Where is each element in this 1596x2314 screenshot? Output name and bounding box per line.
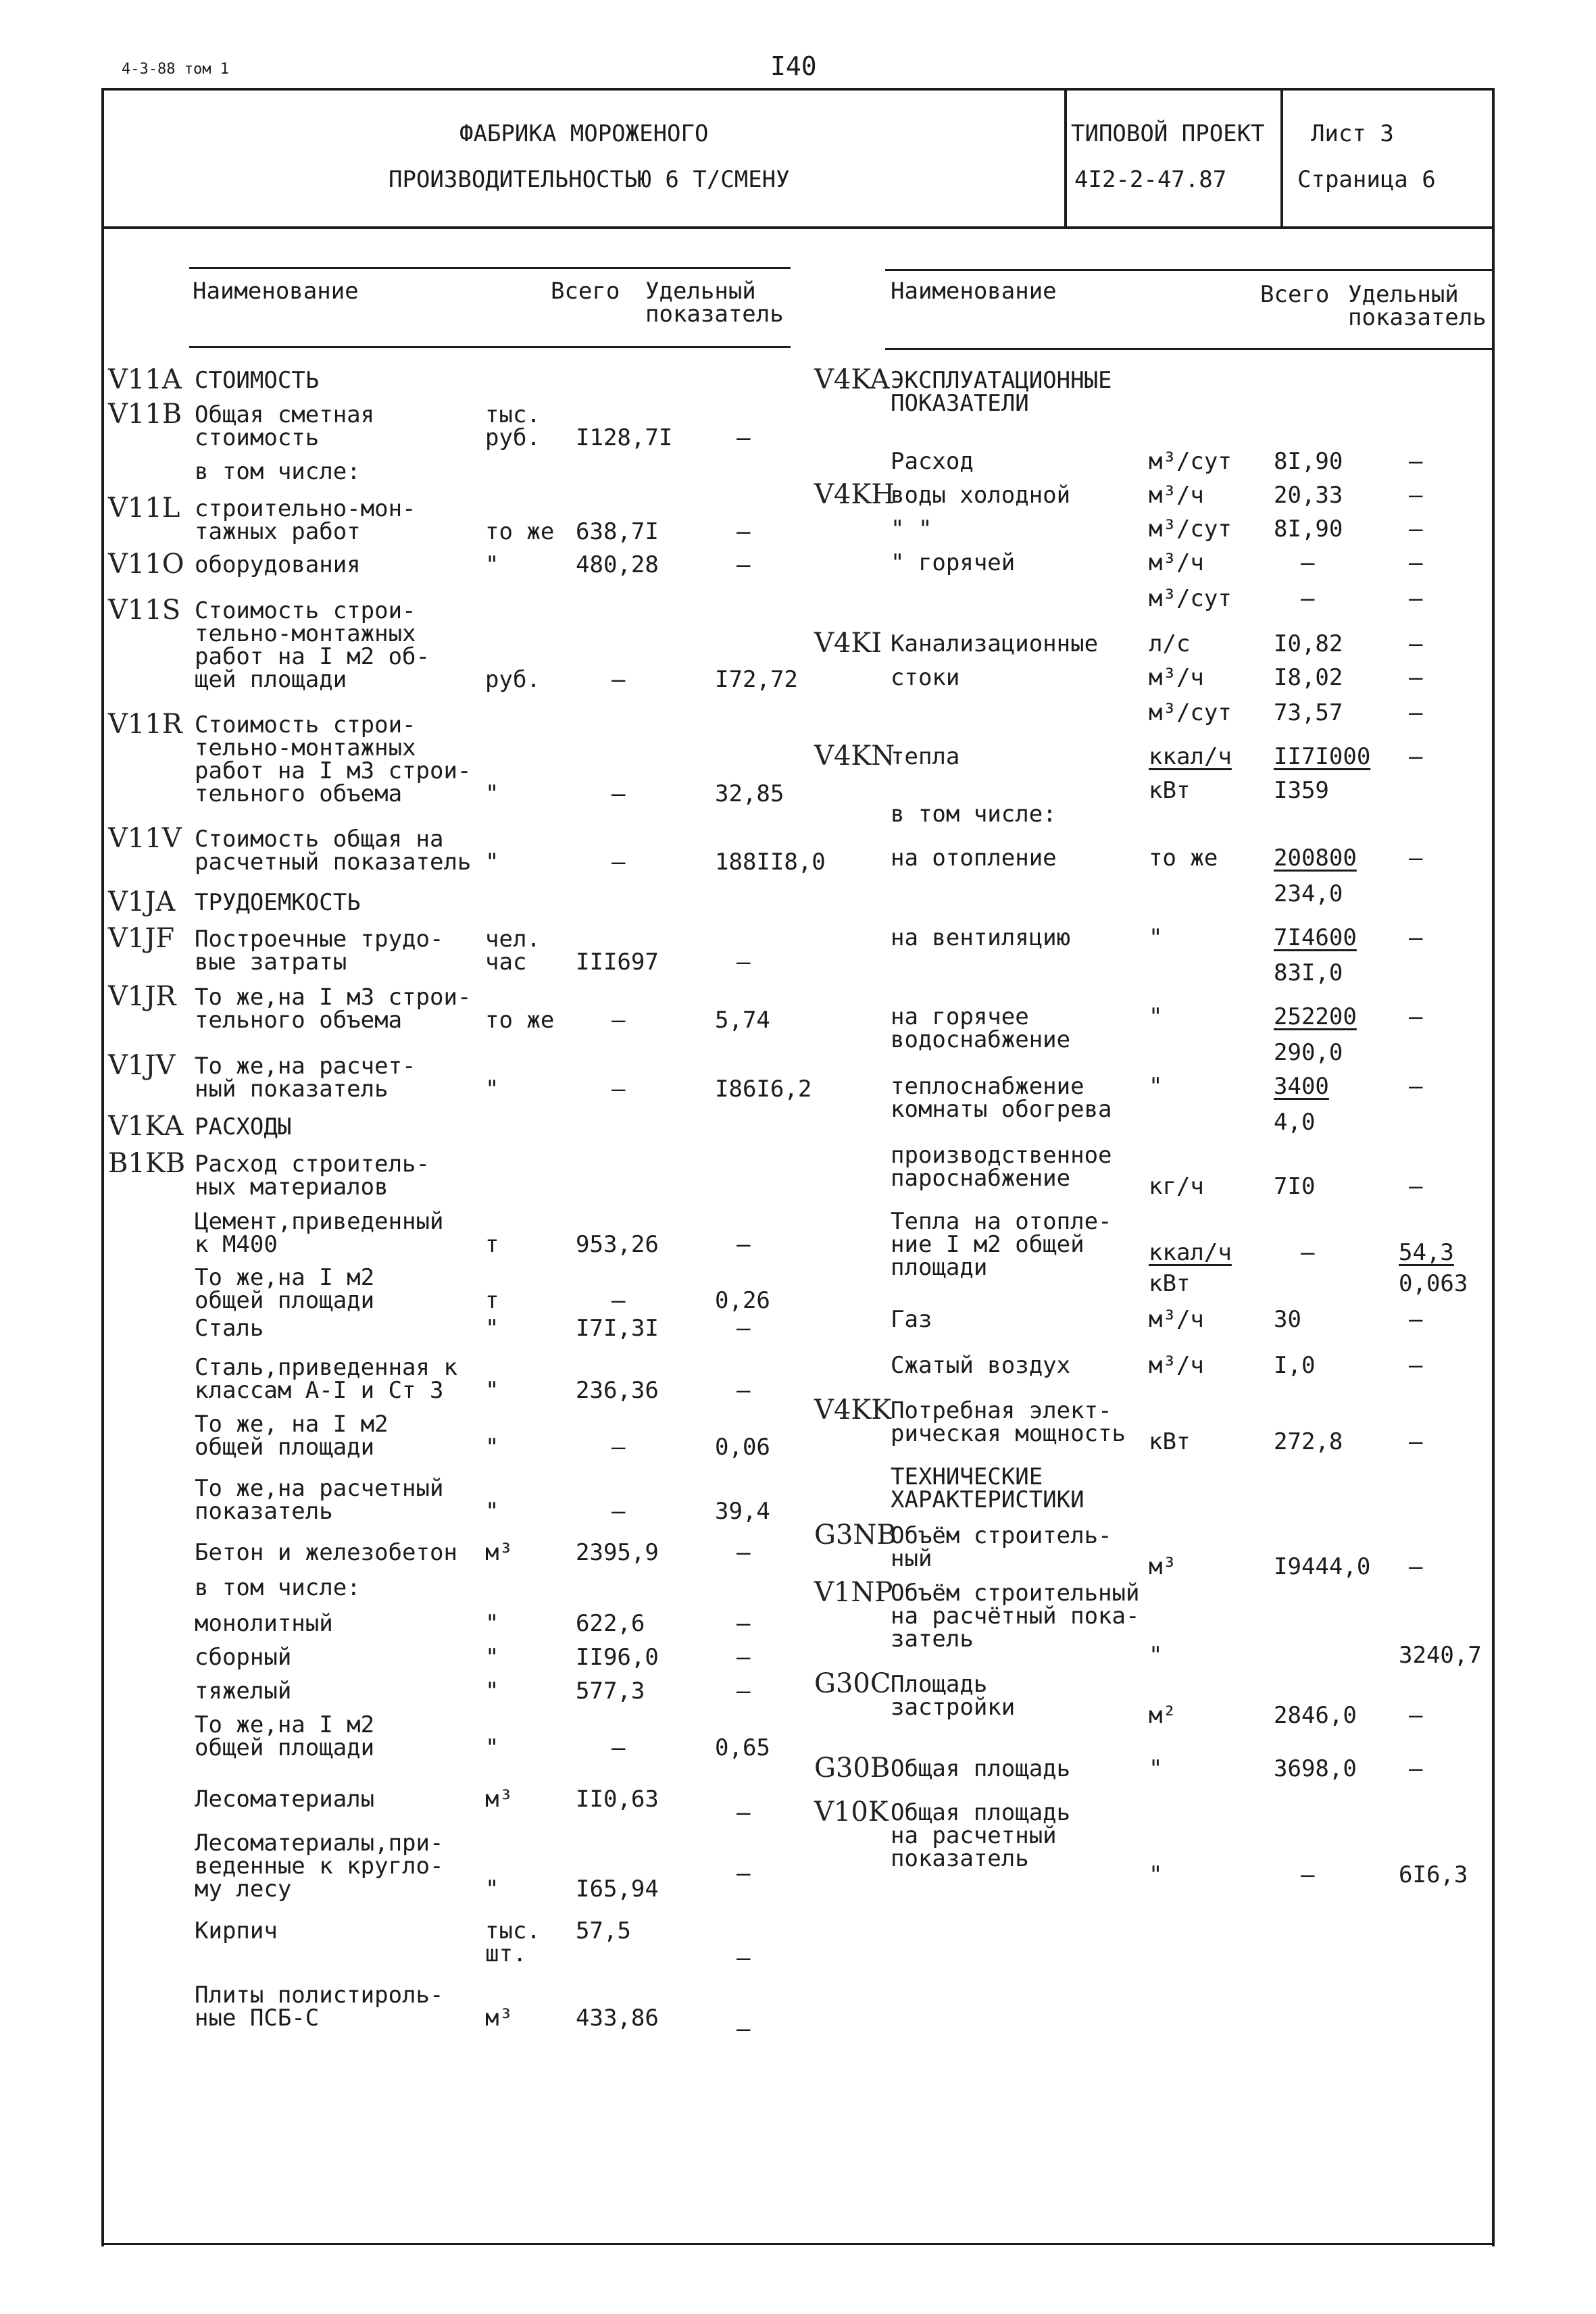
row-unit: кВт — [1149, 1269, 1191, 1297]
row-unit: м³/ч — [1149, 1306, 1204, 1333]
left-header-rule-top — [189, 267, 791, 269]
row-unit: т — [485, 1287, 499, 1314]
row-label: тепла — [891, 743, 960, 770]
row-label: на расчетный — [891, 1822, 1057, 1849]
row-unit: м³/сут — [1149, 515, 1232, 543]
row-specific: – — [737, 1377, 751, 1404]
right-header-specific-1: Удельный — [1348, 281, 1459, 308]
row-total: 252200 — [1274, 1003, 1357, 1030]
row-specific: – — [1409, 1428, 1423, 1455]
row-label: щей площади — [195, 666, 347, 693]
row-total: I9444,0 — [1274, 1553, 1371, 1580]
row-label: СТОИМОСТЬ — [195, 367, 320, 394]
row-label: Лесоматериалы — [195, 1786, 375, 1813]
row-dash: – — [737, 1799, 751, 1826]
row-total: 433,86 — [576, 2005, 659, 2032]
row-total: – — [612, 1076, 626, 1103]
row-total: II96,0 — [576, 1644, 659, 1671]
row-total: – — [612, 1498, 626, 1525]
row-unit: " — [485, 1610, 499, 1637]
row-unit: кВт — [1149, 777, 1191, 804]
row-total: 290,0 — [1274, 1039, 1343, 1066]
row-label: веденные к кругло- — [195, 1853, 444, 1880]
row-label: строительно-мон- — [195, 495, 416, 522]
row-total: 8I,90 — [1274, 448, 1343, 475]
row-total: 953,26 — [576, 1231, 659, 1258]
row-unit: т — [485, 1231, 499, 1258]
row-total: 622,6 — [576, 1610, 645, 1637]
row-specific: 32,85 — [715, 780, 784, 807]
row-label: ных материалов — [195, 1174, 389, 1201]
row-specific: – — [1409, 1352, 1423, 1379]
row-label: воды холодной — [891, 482, 1071, 509]
row-total: 638,7I — [576, 518, 659, 545]
row-label: То же,на I м3 строи- — [195, 984, 472, 1011]
row-specific: 5,74 — [715, 1007, 770, 1034]
titleblock-divider-1 — [1064, 88, 1067, 228]
row-label: сборный — [195, 1644, 292, 1671]
row-specific: – — [1409, 482, 1423, 509]
row-label: ный показатель — [195, 1076, 389, 1103]
row-total: 7I4600 — [1274, 924, 1357, 951]
row-label: Площадь — [891, 1671, 988, 1698]
row-unit: " — [485, 1434, 499, 1461]
row-code: V1JV — [108, 1050, 176, 1081]
row-label: Стоимость общая на — [195, 826, 444, 853]
row-total: – — [1301, 585, 1315, 612]
row-unit: " — [485, 551, 499, 578]
row-unit: кВт — [1149, 1428, 1191, 1455]
row-total: 2846,0 — [1274, 1701, 1357, 1729]
row-unit: шт. — [485, 1940, 527, 1967]
row-code: V10K — [814, 1796, 889, 1828]
row-unit: " — [485, 1377, 499, 1404]
row-label: застройки — [891, 1694, 1016, 1721]
row-label: на горячее — [891, 1003, 1029, 1030]
row-label: затель — [891, 1626, 974, 1653]
row-label: То же,на расчетный — [195, 1475, 444, 1502]
row-specific: 0,06 — [715, 1434, 770, 1461]
row-label: РАСХОДЫ — [195, 1113, 292, 1140]
project-label: ТИПОВОЙ ПРОЕКТ — [1071, 120, 1265, 147]
row-label: Лесоматериалы,при- — [195, 1830, 444, 1857]
row-total: 83I,0 — [1274, 959, 1343, 986]
row-unit: то же — [485, 1007, 555, 1034]
row-unit: " — [485, 1315, 499, 1342]
row-label: тельного объема — [195, 1007, 403, 1034]
row-total: I65,94 — [576, 1876, 659, 1903]
row-code: G3NB — [814, 1519, 897, 1551]
row-total: 234,0 — [1274, 880, 1343, 907]
row-total: – — [1301, 1861, 1315, 1888]
row-total: I359 — [1274, 777, 1329, 804]
frame-right — [1492, 88, 1495, 2246]
sheet-label: Лист 3 — [1311, 120, 1394, 147]
left-header-specific-2: показатель — [645, 301, 784, 328]
row-code: G30B — [814, 1753, 891, 1784]
row-unit: " — [485, 1498, 499, 1525]
row-label: Объём строитель- — [891, 1522, 1112, 1549]
row-label: Сжатый воздух — [891, 1352, 1071, 1379]
row-label: ХАРАКТЕРИСТИКИ — [891, 1486, 1084, 1513]
row-label: ЭКСПЛУАТАЦИОННЫЕ — [891, 367, 1112, 394]
row-label: Расход строитель- — [195, 1151, 430, 1178]
row-code: V11R — [108, 709, 182, 740]
row-label: в том числе: — [195, 458, 361, 485]
row-code: V11S — [108, 595, 181, 626]
row-label: рическая мощность — [891, 1420, 1126, 1447]
row-code: V1KA — [108, 1111, 184, 1142]
left-header-specific-1: Удельный — [645, 278, 756, 305]
row-label: производственное — [891, 1142, 1112, 1169]
right-header-name: Наименование — [891, 278, 1057, 305]
series-label: 4-3-88 том 1 — [122, 61, 229, 78]
frame-bottom — [101, 2243, 1495, 2245]
row-label: общей площади — [195, 1734, 375, 1761]
row-unit: кг/ч — [1149, 1172, 1204, 1200]
row-label: работ на I м3 строи- — [195, 757, 472, 784]
row-label: площади — [891, 1254, 988, 1281]
row-specific: 0,063 — [1399, 1269, 1468, 1297]
row-label: Сталь — [195, 1315, 264, 1342]
row-unit: руб. — [485, 666, 541, 693]
row-label: в том числе: — [891, 801, 1057, 828]
row-label: Расход — [891, 448, 974, 475]
page-number: I40 — [770, 51, 817, 81]
row-total: I0,82 — [1274, 630, 1343, 657]
row-label: оборудования — [195, 551, 361, 578]
row-code: V1JA — [108, 886, 176, 917]
row-specific: 0,65 — [715, 1734, 770, 1761]
row-label: То же,на расчет- — [195, 1053, 416, 1080]
frame-top — [101, 88, 1495, 91]
row-total: II0,63 — [576, 1786, 659, 1813]
row-label: Построечные трудо- — [195, 926, 444, 953]
row-label: Общая площадь — [891, 1755, 1071, 1782]
row-unit: " — [485, 1644, 499, 1671]
row-specific: – — [1409, 515, 1423, 543]
row-label: Общая площадь — [891, 1799, 1071, 1826]
row-dash: – — [737, 2015, 751, 2042]
row-specific: – — [737, 1610, 751, 1637]
row-label: Газ — [891, 1306, 932, 1333]
row-code: V4KK — [814, 1394, 892, 1426]
row-label: ТРУДОЕМКОСТЬ — [195, 889, 361, 916]
right-header-specific-2: показатель — [1348, 304, 1487, 331]
row-label: Объём строительный — [891, 1580, 1140, 1607]
row-label: общей площади — [195, 1434, 375, 1461]
row-code: V11V — [108, 823, 182, 854]
row-label: показатель — [891, 1845, 1029, 1872]
row-total: I7I,3I — [576, 1315, 659, 1342]
row-code: V11A — [108, 364, 182, 395]
row-specific: – — [1409, 1553, 1423, 1580]
row-label: водоснабжение — [891, 1026, 1071, 1053]
row-label: в том числе: — [195, 1574, 361, 1601]
row-label: Общая сметная — [195, 401, 375, 428]
row-label: работ на I м2 об- — [195, 643, 430, 670]
row-label: То же,на I м2 — [195, 1264, 375, 1291]
row-specific: – — [1409, 448, 1423, 475]
row-total: 200800 — [1274, 845, 1357, 872]
row-code: V1NP — [814, 1577, 893, 1608]
row-specific: 6I6,3 — [1399, 1861, 1468, 1888]
row-unit: " — [1149, 924, 1163, 951]
row-total: – — [612, 1434, 626, 1461]
row-code: V11B — [108, 399, 182, 430]
row-label: стоки — [891, 664, 960, 691]
row-unit: м² — [1149, 1701, 1176, 1729]
row-unit: м³ — [1149, 1553, 1176, 1580]
row-label: на расчётный пока- — [891, 1603, 1140, 1630]
row-unit: ккал/ч — [1149, 1238, 1232, 1266]
row-label: тельно-монтажных — [195, 734, 416, 761]
row-total: 8I,90 — [1274, 515, 1343, 543]
left-header-name: Наименование — [193, 278, 359, 305]
row-specific: – — [737, 424, 751, 451]
row-unit: " — [1149, 1003, 1163, 1030]
row-unit: тыс. — [485, 401, 541, 428]
row-unit: то же — [1149, 845, 1218, 872]
row-specific: 54,3 — [1399, 1238, 1454, 1266]
row-specific: – — [1409, 845, 1423, 872]
row-label: ные ПСБ-С — [195, 2005, 320, 2032]
row-unit: " — [485, 1734, 499, 1761]
row-total: II7I000 — [1274, 743, 1371, 770]
row-specific: – — [737, 1231, 751, 1258]
row-specific: – — [1409, 924, 1423, 951]
row-total: 57,5 — [576, 1917, 631, 1944]
row-specific: – — [1409, 1073, 1423, 1100]
row-total: 20,33 — [1274, 482, 1343, 509]
row-code: V4KN — [814, 740, 895, 772]
row-specific: – — [1409, 630, 1423, 657]
row-unit: м³ — [485, 2005, 513, 2032]
row-total: III697 — [576, 949, 659, 976]
row-label: стоимость — [195, 424, 320, 451]
row-specific: – — [1409, 1306, 1423, 1333]
row-unit: м³ — [485, 1539, 513, 1566]
row-specific: – — [737, 1315, 751, 1342]
row-label: классам А-I и Ст 3 — [195, 1377, 444, 1404]
row-specific: – — [737, 518, 751, 545]
row-specific: – — [1409, 1172, 1423, 1200]
row-total: 2395,9 — [576, 1539, 659, 1566]
row-total: 4,0 — [1274, 1109, 1316, 1136]
row-code: G30C — [814, 1668, 891, 1699]
row-total: 7I0 — [1274, 1172, 1316, 1200]
row-total: 577,3 — [576, 1678, 645, 1705]
row-label: Цемент,приведенный — [195, 1208, 444, 1235]
row-label: му лесу — [195, 1876, 292, 1903]
row-label: " " — [891, 515, 932, 543]
row-unit: " — [1149, 1641, 1163, 1669]
row-label: расчетный показатель — [195, 849, 472, 876]
row-label: к М400 — [195, 1231, 278, 1258]
row-total: I,0 — [1274, 1352, 1316, 1379]
row-label: Плиты полистироль- — [195, 1982, 444, 2009]
title-line-1: ФАБРИКА МОРОЖЕНОГО — [459, 120, 709, 147]
row-specific: – — [1409, 743, 1423, 770]
row-specific: – — [1409, 1003, 1423, 1030]
row-label: Стоимость строи- — [195, 597, 416, 624]
row-specific: – — [1409, 585, 1423, 612]
row-specific: – — [737, 1539, 751, 1566]
row-label: То же, на I м2 — [195, 1411, 389, 1438]
title-line-2: ПРОИЗВОДИТЕЛЬНОСТЬЮ 6 Т/СМЕНУ — [389, 166, 790, 193]
row-specific: 0,26 — [715, 1287, 770, 1314]
row-label: тажных работ — [195, 518, 361, 545]
row-label: Канализационные — [891, 630, 1099, 657]
row-label: теплоснабжение — [891, 1073, 1084, 1100]
row-total: 73,57 — [1274, 699, 1343, 726]
row-unit: руб. — [485, 424, 541, 451]
row-code: V1JF — [108, 923, 175, 954]
row-specific: – — [1409, 549, 1423, 576]
row-specific: I72,72 — [715, 666, 798, 693]
row-label: монолитный — [195, 1610, 333, 1637]
row-specific: 39,4 — [715, 1498, 770, 1525]
row-unit: " — [1149, 1073, 1163, 1100]
row-specific: – — [1409, 699, 1423, 726]
row-label: Сталь,приведенная к — [195, 1354, 457, 1381]
row-unit: м³/ч — [1149, 482, 1204, 509]
row-unit: м³/сут — [1149, 699, 1232, 726]
row-total: I8,02 — [1274, 664, 1343, 691]
right-header-rule-bottom — [885, 348, 1493, 350]
row-label: на отопление — [891, 845, 1057, 872]
row-unit: час — [485, 949, 527, 976]
row-unit: м³/ч — [1149, 664, 1204, 691]
row-specific: – — [1409, 1701, 1423, 1729]
row-specific: – — [737, 551, 751, 578]
row-code: V4KI — [814, 628, 882, 659]
row-label: Стоимость строи- — [195, 711, 416, 738]
row-label: То же,на I м2 — [195, 1711, 375, 1738]
row-unit: " — [1149, 1755, 1163, 1782]
row-specific: I86I6,2 — [715, 1076, 812, 1103]
page-label: Страница 6 — [1297, 166, 1436, 193]
row-label: Потребная элект- — [891, 1397, 1112, 1424]
titleblock-bottom — [101, 226, 1495, 229]
row-unit: " — [1149, 1861, 1163, 1888]
row-code: V11O — [108, 549, 184, 580]
row-unit: " — [485, 1678, 499, 1705]
row-label: ПОКАЗАТЕЛИ — [891, 390, 1029, 417]
right-header-total: Всего — [1260, 281, 1330, 308]
row-specific: – — [737, 1678, 751, 1705]
row-unit: м³/ч — [1149, 549, 1204, 576]
row-unit: тыс. — [485, 1917, 541, 1944]
row-unit: ккал/ч — [1149, 743, 1232, 770]
row-specific: – — [737, 949, 751, 976]
row-total: – — [1301, 549, 1315, 576]
row-label: комнаты обогрева — [891, 1096, 1112, 1123]
row-dash: – — [737, 1860, 751, 1887]
row-total: 272,8 — [1274, 1428, 1343, 1455]
frame-left — [101, 88, 104, 2246]
row-total: 30 — [1274, 1306, 1301, 1333]
row-total: I128,7I — [576, 424, 673, 451]
row-label: " горячей — [891, 549, 1016, 576]
left-header-rule-bottom — [189, 346, 791, 348]
row-code: V11L — [108, 493, 180, 524]
row-unit: м³ — [485, 1786, 513, 1813]
row-label: тельного объема — [195, 780, 403, 807]
row-specific: 3240,7 — [1399, 1641, 1482, 1669]
row-unit: то же — [485, 518, 555, 545]
row-total: – — [1301, 1238, 1315, 1266]
row-unit: м³/ч — [1149, 1352, 1204, 1379]
row-label: вые затраты — [195, 949, 347, 976]
row-total: – — [612, 1007, 626, 1034]
row-label: показатель — [195, 1498, 333, 1525]
row-label: ТЕХНИЧЕСКИЕ — [891, 1463, 1043, 1490]
row-code: B1KB — [108, 1148, 186, 1179]
row-total: – — [612, 1734, 626, 1761]
row-code: V1JR — [108, 981, 176, 1012]
row-label: Тепла на отопле- — [891, 1208, 1112, 1235]
row-total: – — [612, 1287, 626, 1314]
row-label: Кирпич — [195, 1917, 278, 1944]
titleblock-divider-2 — [1280, 88, 1283, 228]
row-label: ние I м2 общей — [891, 1231, 1084, 1258]
row-dash: – — [737, 1944, 751, 1971]
row-unit: л/с — [1149, 630, 1191, 657]
project-number: 4I2-2-47.87 — [1074, 166, 1227, 193]
row-label: на вентиляцию — [891, 924, 1071, 951]
row-total: 480,28 — [576, 551, 659, 578]
row-label: Бетон и железобетон — [195, 1539, 457, 1566]
row-label: ный — [891, 1545, 932, 1572]
row-unit: чел. — [485, 926, 541, 953]
row-specific: – — [737, 1644, 751, 1671]
row-label: общей площади — [195, 1287, 375, 1314]
row-unit: " — [485, 1876, 499, 1903]
row-unit: " — [485, 780, 499, 807]
row-total: – — [612, 849, 626, 876]
row-unit: м³/сут — [1149, 585, 1232, 612]
row-specific: – — [1409, 1755, 1423, 1782]
row-label: пароснабжение — [891, 1165, 1071, 1192]
row-total: – — [612, 666, 626, 693]
row-specific: 188II8,0 — [715, 849, 826, 876]
row-specific: – — [1409, 664, 1423, 691]
row-code: V4KH — [814, 479, 895, 510]
row-unit: м³/сут — [1149, 448, 1232, 475]
row-unit: " — [485, 1076, 499, 1103]
row-total: 236,36 — [576, 1377, 659, 1404]
left-header-total: Всего — [551, 278, 620, 305]
row-code: V4KA — [814, 364, 890, 395]
row-label: тельно-монтажных — [195, 620, 416, 647]
row-label: тяжелый — [195, 1678, 292, 1705]
row-unit: " — [485, 849, 499, 876]
right-header-rule-top — [885, 269, 1493, 271]
row-total: 3400 — [1274, 1073, 1329, 1100]
row-total: – — [612, 780, 626, 807]
row-total: 3698,0 — [1274, 1755, 1357, 1782]
